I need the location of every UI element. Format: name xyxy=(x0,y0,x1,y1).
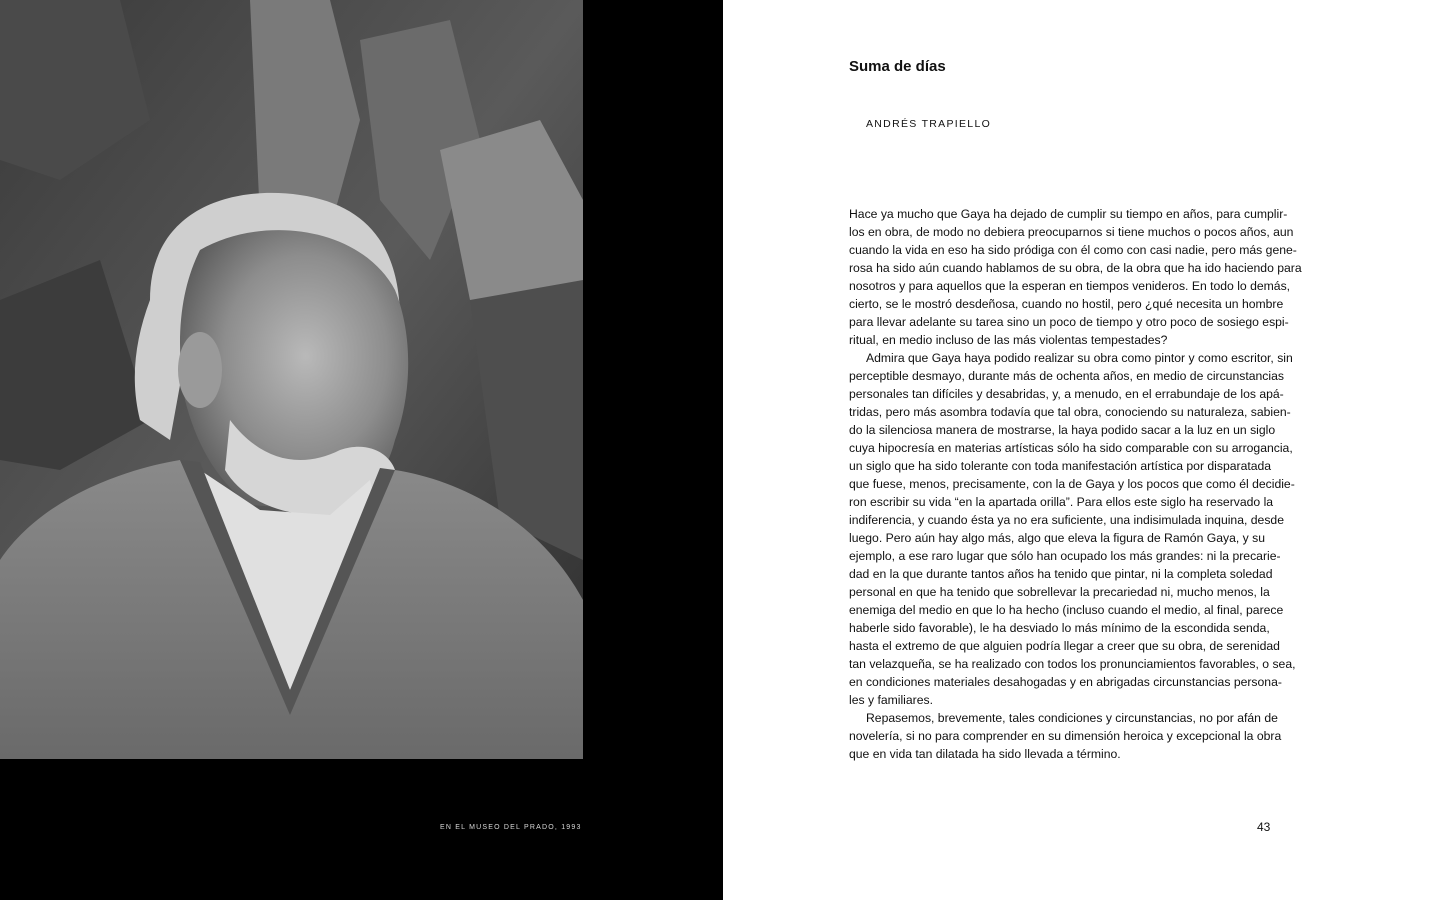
text-line: hasta el extremo de que alguien podría llegar a creer que su obra, de serenidad xyxy=(849,639,1280,653)
body-text xyxy=(849,205,1309,763)
page-number: 43 xyxy=(1257,820,1271,834)
text-line: personales tan difíciles y desabridas, y, a menudo, en el errabundaje de los apá- xyxy=(849,387,1284,401)
text-line: que fuese, menos, precisamente, con la de Gaya y los pocos que como él decidie- xyxy=(849,477,1295,491)
text-line: un siglo que ha sido tolerante con toda manifestación artística por disparatada xyxy=(849,459,1272,473)
portrait-photo xyxy=(0,0,583,759)
text-line: indiferencia, y cuando ésta ya no era suficiente, una indisimulada inquina, desde xyxy=(849,513,1284,527)
right-page xyxy=(723,0,1446,900)
text-line: les y familiares. xyxy=(849,693,933,707)
text-line: Repasemos, brevemente, tales condiciones y circunstancias, no por afán de xyxy=(866,711,1278,725)
text-line: cuya hipocresía en materias artísticas sólo ha sido comparable con su arrogancia, xyxy=(849,441,1293,455)
photo-caption: EN EL MUSEO DEL PRADO, 1993 xyxy=(440,824,582,831)
text-line: perceptible desmayo, durante más de ochenta años, en medio de circunstancias xyxy=(849,369,1284,383)
text-line: ejemplo, a ese raro lugar que sólo han ocupado los más grandes: ni la precarie- xyxy=(849,549,1281,563)
text-line: los en obra, de modo no debiera preocuparnos si tiene muchos o pocos años, aun xyxy=(849,225,1294,239)
text-line: enemiga del medio en que lo ha hecho (incluso cuando el medio, al final, parece xyxy=(849,603,1284,617)
text-line: personal en que ha tenido que sobrellevar la precariedad ni, mucho menos, la xyxy=(849,585,1270,599)
text-line: nosotros y para aquellos que la esperan en tiempos venideros. En todo lo demás, xyxy=(849,279,1291,293)
text-line: novelería, si no para comprender en su dimensión heroica y excepcional la obra xyxy=(849,729,1282,743)
chapter-title: Suma de días xyxy=(849,58,946,75)
text-line: Hace ya mucho que Gaya ha dejado de cumplir su tiempo en años, para cumplir- xyxy=(849,207,1288,221)
text-line: ron escribir su vida “en la apartada orilla”. Para ellos este siglo ha reservado la xyxy=(849,495,1274,509)
text-line: luego. Pero aún hay algo más, algo que eleva la figura de Ramón Gaya, y su xyxy=(849,531,1265,545)
text-line: cuando la vida en eso ha sido pródiga con él como con casi nadie, pero más gene- xyxy=(849,243,1297,257)
text-line: tan velazqueña, se ha realizado con todos los pronunciamientos favorables, o sea, xyxy=(849,657,1296,671)
text-line: para llevar adelante su tarea sino un poco de tiempo y otro poco de sosiego espi- xyxy=(849,315,1289,329)
text-line: que en vida tan dilatada ha sido llevada a término. xyxy=(849,747,1121,761)
text-line: en condiciones materiales desahogadas y en abrigadas circunstancias persona- xyxy=(849,675,1282,689)
text-line: Admira que Gaya haya podido realizar su obra como pintor y como escritor, sin xyxy=(866,351,1293,365)
text-line: do la silenciosa manera de mostrarse, la haya podido sacar a la luz en un siglo xyxy=(849,423,1276,437)
author-name: ANDRÉS TRAPIELLO xyxy=(866,118,992,130)
text-line: haberle sido favorable), le ha desviado lo más mínimo de la escondida senda, xyxy=(849,621,1270,635)
text-line: ritual, en medio incluso de las más violentas tempestades? xyxy=(849,333,1168,347)
text-line: cierto, se le mostró desdeñosa, cuando no hostil, pero ¿qué necesita un hombre xyxy=(849,297,1284,311)
text-line: rosa ha sido aún cuando hablamos de su obra, de la obra que ha ido haciendo para xyxy=(849,261,1302,275)
text-line: tridas, pero más asombra todavía que tal obra, conociendo su naturaleza, sabien- xyxy=(849,405,1291,419)
text-line: dad en la que durante tantos años ha tenido que pintar, ni la completa soledad xyxy=(849,567,1273,581)
